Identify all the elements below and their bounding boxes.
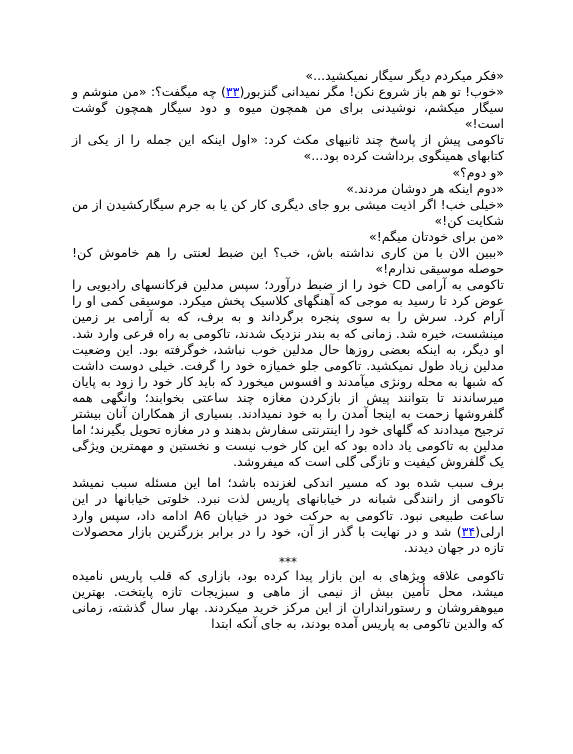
paragraph	[72, 277, 504, 470]
footnote-link[interactable]: ۳۳	[225, 84, 240, 100]
paragraph-text: «و دوم؟»	[452, 164, 504, 180]
paragraph-text: ) چه میگفت؟: «من منوشم و سیگار میکشم، نوشیدنی برای من همچون میوه و دود سیگار همچون گوشت است!»	[72, 84, 504, 132]
paragraph-text: تاکومی پیش از پاسخ چند ثانیهای مکث کرد: «اول اینکه این جمله را از یکی از کتابهای همینگوی برداشت کرده بود...»	[72, 132, 504, 164]
paragraph-text: «فکر میکردم دیگر سیگار نمیکشید...»	[305, 68, 504, 83]
paragraph	[72, 132, 504, 164]
paragraph-text: «خوب! تو هم باز شروع نکن! مگر نمیدانی گنزبور(	[239, 84, 504, 100]
section-separator: ***	[279, 554, 297, 569]
paragraph-text: ) شد و در نهایت با گذر از آن، خود را در برابر بزرگترین بازار محصولات تازه در جهان دیدند.	[72, 523, 504, 555]
paragraph-text: تاکومی به آرامی CD خود را از ضبط درآورد؛ سپس مدلین فرکانسهای رادیویی را عوض کرد تا رسید به موجی که آهنگهای کلاسیک پخش میکرد. موسیقی کمی او را آرام کرد. سرش را به سوی پنجره برگرداند و به برف، که به آرامی بر زمین مینشست، خیره شد. زمانی که به بندر نزدیک شدند، تاکومی به راه فرعی وارد شد. او دیگر، به اینکه بعضی روزها حال مدلین خوب نباشد، خوگرفته بود. این وضعیت مدلین زیاد طول نمیکشید. تاکومی جلو خمیازه خود را گرفت. خیلی دوست داشت که شبها به محله رونژی میآمدند و افسوس میخورد که باید کار خود را زود به پایان میرساندند تا بتوانند پیش از بازکردن مغازه چند ساعتی بخوابند؛ وانگهی همه گلفروشها زحمت به اینجا آمدن را به خود نمیدادند. بسیاری از همکاران آنان بیشتر ترجیح میدادند که گلهای خود را اینترنتی سفارش بدهند و در مغازه تحویل بگیرند؛ اما مدلین به تاکومی یاد داده بود که این کار خوب نیست و نخستین و مهمترین ویژگی یک گلفروش کیفیت و تازگی گلی است که میفروشد.	[72, 277, 504, 470]
footnote-link[interactable]: ۳۴	[461, 523, 476, 539]
paragraph	[72, 197, 504, 229]
paragraph	[72, 181, 504, 197]
paragraph	[72, 68, 504, 84]
paragraph	[72, 229, 504, 245]
paragraph-text: «ببین الان با من کاری نداشته باش، خب؟ این ضبط لعنتی را هم خاموش کن! حوصله موسیقی ندارم!»	[72, 245, 504, 277]
paragraph	[72, 245, 504, 277]
paragraph	[72, 84, 504, 132]
paragraph-text: «خیلی خب! اگر اذیت میشی برو جای دیگری کار کن یا به جرم سیگارکشیدن از من شکایت کن!»	[72, 196, 504, 228]
paragraph	[72, 165, 504, 181]
paragraph-text: «دوم اینکه هر دوشان مردند.»	[346, 180, 504, 196]
paragraph-text: «من برای خودتان میگم!»	[369, 228, 504, 244]
paragraph	[72, 568, 504, 632]
document-page	[72, 68, 504, 632]
paragraph-text: برف سبب شده بود که مسیر اندکی لغزنده باشد؛ اما این مسئله سبب نمیشد تاکومی از رانندگی شبانه در خیابانهای پاریس لذت نبرد. خلوتی خیابانها در این ساعت طبیعی نبود. تاکومی به حرکت خود در خیابان A6 ادامه داد، سپس وارد ارلی(	[72, 475, 504, 539]
paragraph-text: تاکومی علاقه ویژهای به این بازار پیدا کرده بود، بازاری که قلب پاریس نامیده میشد، محل تأمین بیش از نیمی از ماهی و سبزیجات تازه پایتخت. بهترین میوهفروشان و رستورانداران از این مرکز خرید میکردند. بهار سال گذشته، زمانی که والدین تاکومی به پاریس آمده بودند، به جای آنکه ابتدا	[72, 567, 504, 632]
paragraph	[72, 475, 504, 555]
